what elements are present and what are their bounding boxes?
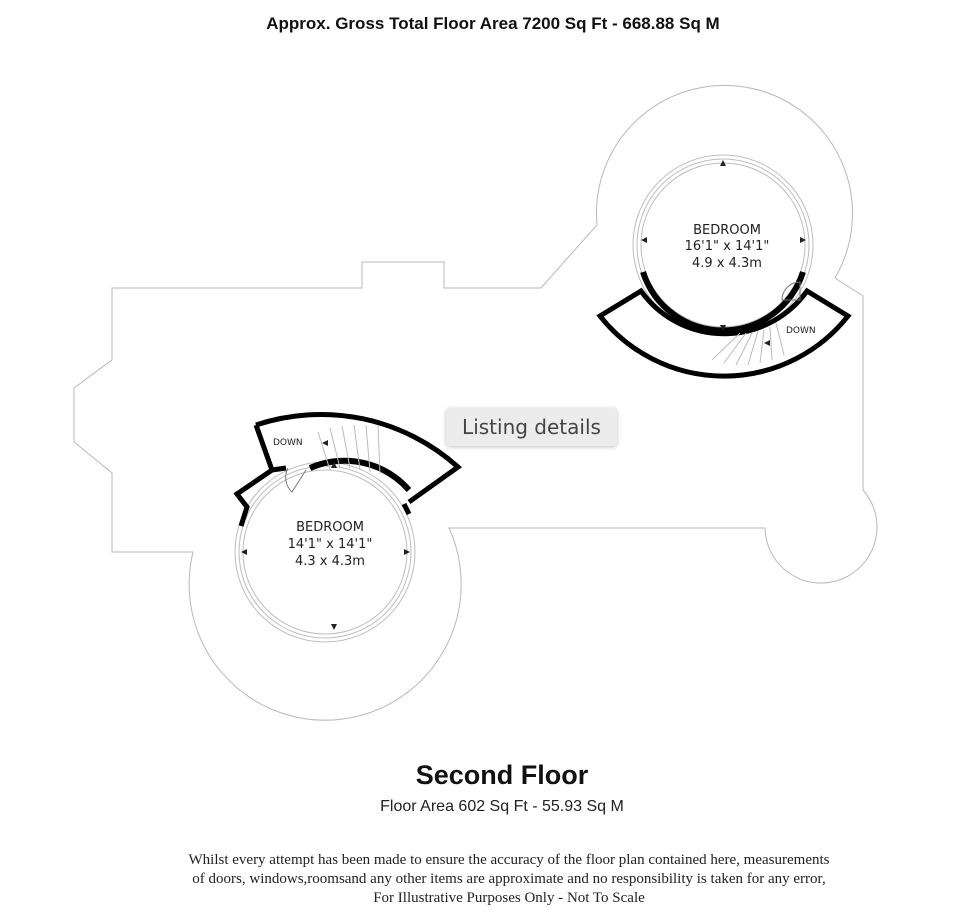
disclaimer-line: Whilst every attempt has been made to ensure the accuracy of the floor plan contained here, measurements (188, 852, 830, 868)
floor-area: Floor Area 602 Sq Ft - 55.93 Sq M (380, 798, 624, 815)
listing-details-button[interactable]: Listing details (446, 408, 617, 446)
disclaimer-line: of doors, windows,roomsand any other items are approximate and no responsibility is taken for any error, (192, 871, 826, 887)
disclaimer-line: For Illustrative Purposes Only - Not To Scale (373, 890, 645, 906)
floor-name: Second Floor (415, 760, 589, 790)
room-name: BEDROOM (693, 223, 761, 238)
room-size-imperial: 14'1" x 14'1" (287, 537, 373, 552)
stairs-down-label: DOWN (786, 326, 816, 336)
disclaimer (140, 851, 878, 908)
room-size-imperial: 16'1" x 14'1" (684, 239, 770, 254)
room-size-metric: 4.3 x 4.3m (295, 554, 365, 569)
stairs-down-label: DOWN (273, 438, 303, 448)
floor-outline (74, 85, 877, 720)
bedroom-upper-right (600, 155, 848, 376)
total-floor-area-title: Approx. Gross Total Floor Area 7200 Sq Ft - 668.88 Sq M (266, 14, 720, 33)
bedroom-lower-left (235, 414, 458, 642)
room-size-metric: 4.9 x 4.3m (692, 256, 762, 271)
room-name: BEDROOM (296, 520, 364, 535)
